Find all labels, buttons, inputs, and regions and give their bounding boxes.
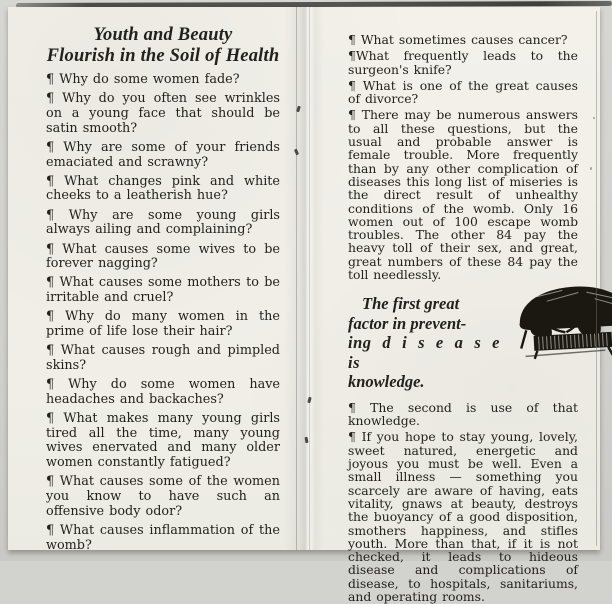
- quote-line: factor in prevent-: [348, 313, 467, 333]
- title-line-1: Youth and Beauty: [93, 25, 233, 45]
- question-item: ¶ Why do you often see wrinkles on a young face that should be satin smooth?: [46, 91, 280, 136]
- question-item: ¶What frequently leads to the surgeon's knife?: [348, 48, 578, 77]
- left-page: [8, 7, 300, 553]
- question-item: ¶ What causes inflammation of the womb?: [46, 522, 280, 553]
- closing-paragraph: ¶ If you hope to stay young, lovely, sweet natured, energetic and joyous you must be well. Even a small illness — something you scarcely are aware of having, eats vitality, gnaws at beauty, destroys the buoyancy of a good disposition, smothers happiness, and stifles youth. More than that, if it is not checked, it leads to hideous disease and complications of disease, to hospitals, sanitariums, and operating rooms.: [348, 429, 578, 604]
- quote-line: The first great: [362, 294, 460, 314]
- fold-crease-line: [296, 7, 297, 550]
- title-line-2: Flourish in the Soil of Health: [46, 46, 280, 66]
- question-item: ¶ Why do some women fade?: [46, 72, 240, 87]
- question-item: ¶ What sometimes causes cancer?: [348, 32, 568, 47]
- question-item: ¶ Why are some young girls always ailing and complaining?: [46, 207, 280, 238]
- question-item: ¶ What causes some wives to be forever nagging?: [46, 241, 280, 272]
- question-item: ¶ What changes pink and white cheeks to a leatherish hue?: [46, 173, 280, 204]
- question-item: ¶ What is one of the great causes of divorce?: [348, 77, 578, 107]
- page-title: [46, 25, 280, 67]
- page-right-edge: [596, 11, 597, 546]
- spine-fold: [284, 7, 324, 550]
- pull-quote: [348, 288, 500, 392]
- question-item: ¶ Why are some of your friends emaciated and scrawny?: [46, 139, 280, 170]
- question-item: ¶ What makes many young girls tired all the time, many young wives enervated and many older women constantly fatigued?: [46, 411, 280, 471]
- scan-speck: [590, 167, 592, 170]
- question-item: ¶ What causes some mothers to be irritable and cruel?: [46, 275, 280, 306]
- scan-speck: [593, 117, 595, 119]
- closing-paragraph: ¶ The second is use of that knowledge.: [348, 399, 578, 429]
- question-item: ¶ Why do some women have headaches and backaches?: [46, 377, 280, 407]
- question-item: ¶ What causes some of the women you know to have such an offensive body odor?: [46, 474, 280, 519]
- quote-line: ing d i s e a s e is: [348, 333, 500, 372]
- fold-crease-line: [309, 7, 310, 550]
- question-item: ¶ Why do many women in the prime of life lose their hair?: [46, 309, 280, 340]
- answer-paragraph: ¶ There may be numerous answers to all these questions, but the usual and probable answer is female trouble. More frequently than by any other complication of diseases this long list of miseries is the direct result of unhealthy conditions of the womb. Only 16 women out of 100 escape womb troubles. The other 84 pay the heavy toll of their sex, and great, great numbers of these 84 pay the toll needlessly.: [348, 107, 578, 283]
- right-page: [312, 7, 600, 604]
- quote-section: [348, 288, 578, 392]
- booklet-scan: [8, 7, 600, 604]
- question-item: ¶ What causes rough and pimpled skins?: [46, 343, 280, 373]
- quote-line: knowledge.: [348, 372, 425, 392]
